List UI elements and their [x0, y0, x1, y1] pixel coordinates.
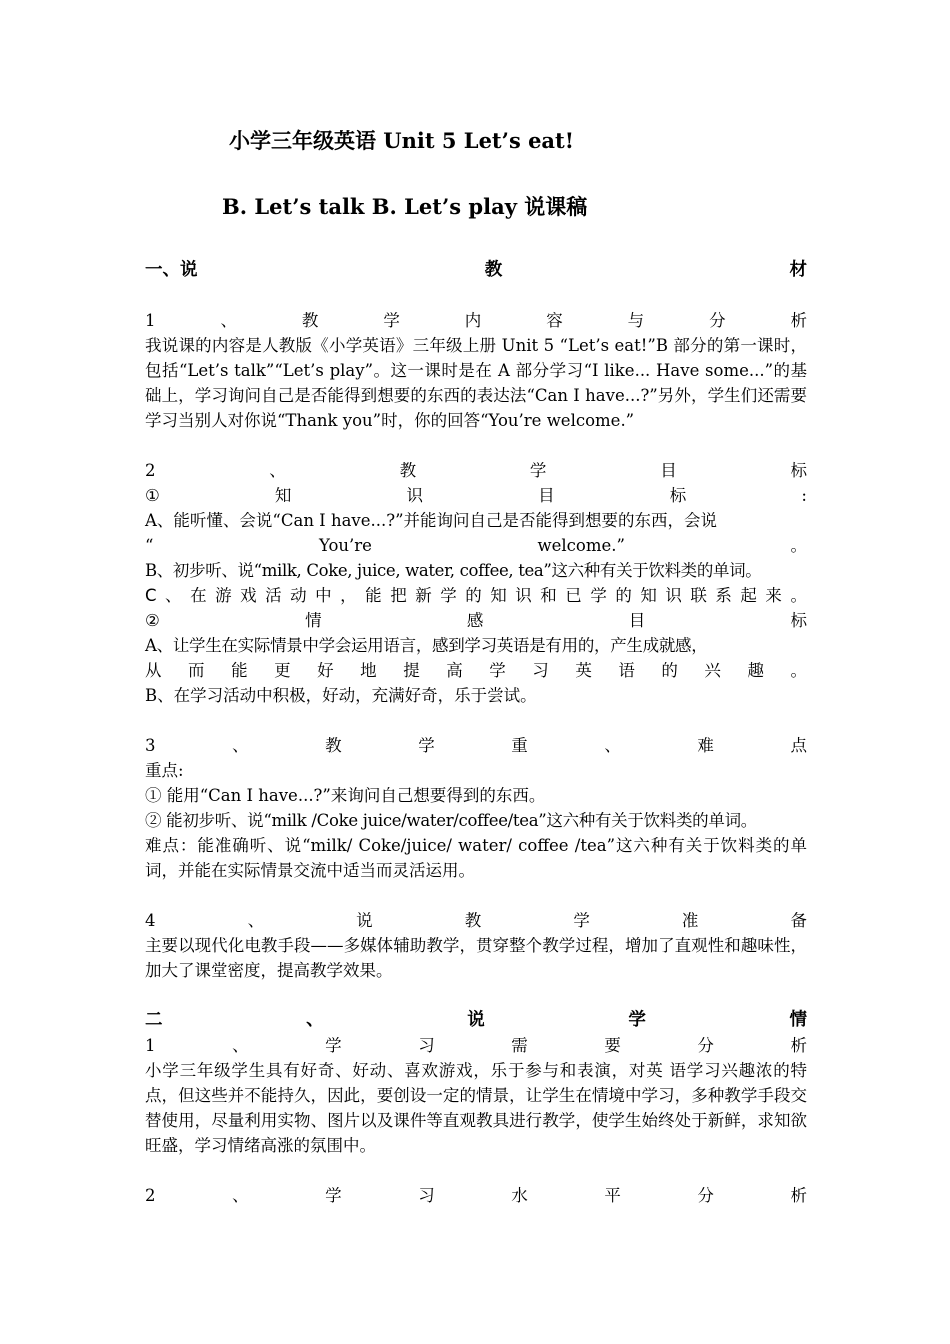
knowledge-goal-c: C 、 在 游 戏 活 动 中 ， 能 把 新 学 的 知 识 和 已 学 的 知 识 联 系 起 来 。	[145, 586, 807, 605]
emotional-goal-b: B、在学习活动中积极，好动，充满好奇，乐于尝试。	[145, 686, 537, 705]
teaching-content-paragraph: 我说课的内容是人教版《小学英语》三年级上册 Unit 5 “Let’s eat!”B 部分的第一课时，包括“Let’s talk”“Let’s play”。这一课时是在 A 部分学习“I like... Have some...”的基础上，学习询问自己是否能得到想要的东西的表达法“Can I have...?”另外，学生们还需要学习当别人对你说“Thank you”时，你的回答“You’re welcome.”	[145, 336, 807, 430]
section-1-heading: 一、说 教 材	[145, 260, 807, 280]
key-point-2: ② 能初步听、说“milk /Coke juice/water/coffee/tea”这六种有关于饮料类的单词。	[145, 811, 757, 830]
section-2-heading: 二 、 说 学 情	[145, 1010, 807, 1030]
subsection-1-4-heading: 4 、 说 教 学 准 备	[145, 911, 807, 930]
knowledge-goal-a: A、能听懂、会说“Can I have...?”并能询问自己是否能得到想要的东西，会说	[145, 511, 718, 530]
subsection-1-2-heading: 2 、 教 学 目 标	[145, 461, 807, 480]
subsection-1-1-heading: 1 、 教 学 内 容 与 分 析	[145, 311, 807, 330]
document-body	[145, 258, 807, 1208]
emotional-goals-heading: ② 情 感 目 标	[145, 611, 807, 630]
key-points-label: 重点:	[145, 761, 184, 780]
subsection-2-1-heading: 1 、 学 习 需 要 分 析	[145, 1036, 807, 1055]
document-title: 小学三年级英语 Unit 5 Let’s eat!	[229, 128, 574, 153]
knowledge-goal-b: B、初步听、说“milk, Coke, juice, water, coffee, tea”这六种有关于饮料类的单词。	[145, 561, 762, 580]
emotional-goal-a: A、让学生在实际情景中学会运用语言，感到学习英语是有用的，产生成就感，	[145, 636, 708, 655]
subsection-2-2-heading: 2 、 学 习 水 平 分 析	[145, 1186, 807, 1205]
teaching-preparation-paragraph: 主要以现代化电教手段——多媒体辅助教学，贯穿整个教学过程，增加了直观性和趣味性，加大了课堂密度，提高教学效果。	[145, 936, 807, 980]
knowledge-goal-a-continued: “ You’re welcome.” 。	[145, 536, 807, 555]
subsection-1-3-heading: 3 、 教 学 重 、 难 点	[145, 736, 807, 755]
key-point-1: ① 能用“Can I have...?”来询问自己想要得到的东西。	[145, 786, 546, 805]
document-subtitle: B. Let’s talk B. Let’s play 说课稿	[222, 194, 588, 219]
difficult-points: 难点：能准确听、说“milk/ Coke/juice/ water/ coffee /tea”这六种有关于饮料类的单词，并能在实际情景交流中适当而灵活运用。	[145, 836, 807, 880]
emotional-goal-a-continued: 从 而 能 更 好 地 提 高 学 习 英 语 的 兴 趣 。	[145, 661, 807, 680]
knowledge-goals-heading: ① 知 识 目 标 :	[145, 486, 807, 505]
learning-needs-paragraph: 小学三年级学生具有好奇、好动、喜欢游戏，乐于参与和表演，对英 语学习兴趣浓的特点，但这些并不能持久，因此，要创设一定的情景，让学生在情境中学习，多种教学手段交替使用，尽量利用实物、图片以及课件等直观教具进行教学，使学生始终处于新鲜，求知欲旺盛，学习情绪高涨的氛围中。	[145, 1061, 807, 1155]
